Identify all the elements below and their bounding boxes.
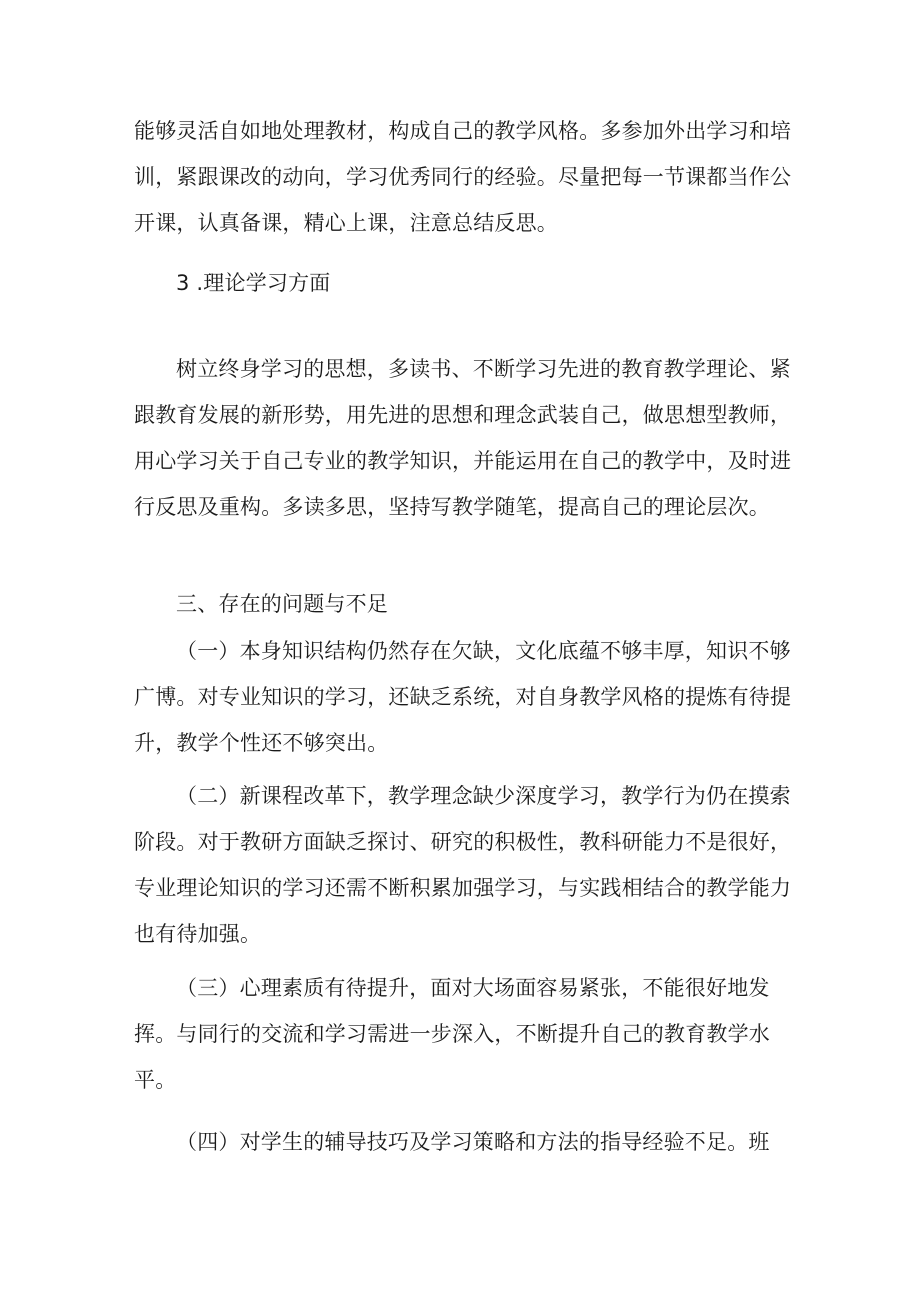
section-heading-theory-study: 3 .理论学习方面 [176,271,331,295]
paragraph-theory-study: 树立终身学习的思想，多读书、不断学习先进的教育教学理论、紧跟教育发展的新形势，用先进的思想和理念武装自己，做思想型教师，用心学习关于自己专业的教学知识，并能运用在自己的教学中，及时进行反思及重构。多读多思，坚持写教学随笔，提高自己的理论层次。 [134,357,792,519]
paragraph-problem-2: （二）新课程改革下，教学理念缺少深度学习，教学行为仍在摸索阶段。对于教研方面缺乏探讨、研究的积极性，教科研能力不是很好，专业理论知识的学习还需不断积累加强学习，与实践相结合的教学能力也有待加强。 [134,784,792,946]
paragraph-continuation: 能够灵活自如地处理教材，构成自己的教学风格。多参加外出学习和培训，紧跟课改的动向，学习优秀同行的经验。尽量把每一节课都当作公开课，认真备课，精心上课，注意总结反思。 [134,119,792,235]
paragraph-problem-4: （四）对学生的辅导技巧及学习策略和方法的指导经验不足。班 [176,1130,770,1154]
section-heading-problems: 三、存在的问题与不足 [176,592,388,616]
paragraph-problem-1: （一）本身知识结构仍然存在欠缺，文化底蕴不够丰厚，知识不够广博。对专业知识的学习，还缺乏系统，对自身教学风格的提炼有待提升，教学个性还不够突出。 [134,639,792,755]
paragraph-problem-3: （三）心理素质有待提升，面对大场面容易紧张，不能很好地发挥。与同行的交流和学习需进一步深入，不断提升自己的教育教学水平。 [134,976,770,1092]
